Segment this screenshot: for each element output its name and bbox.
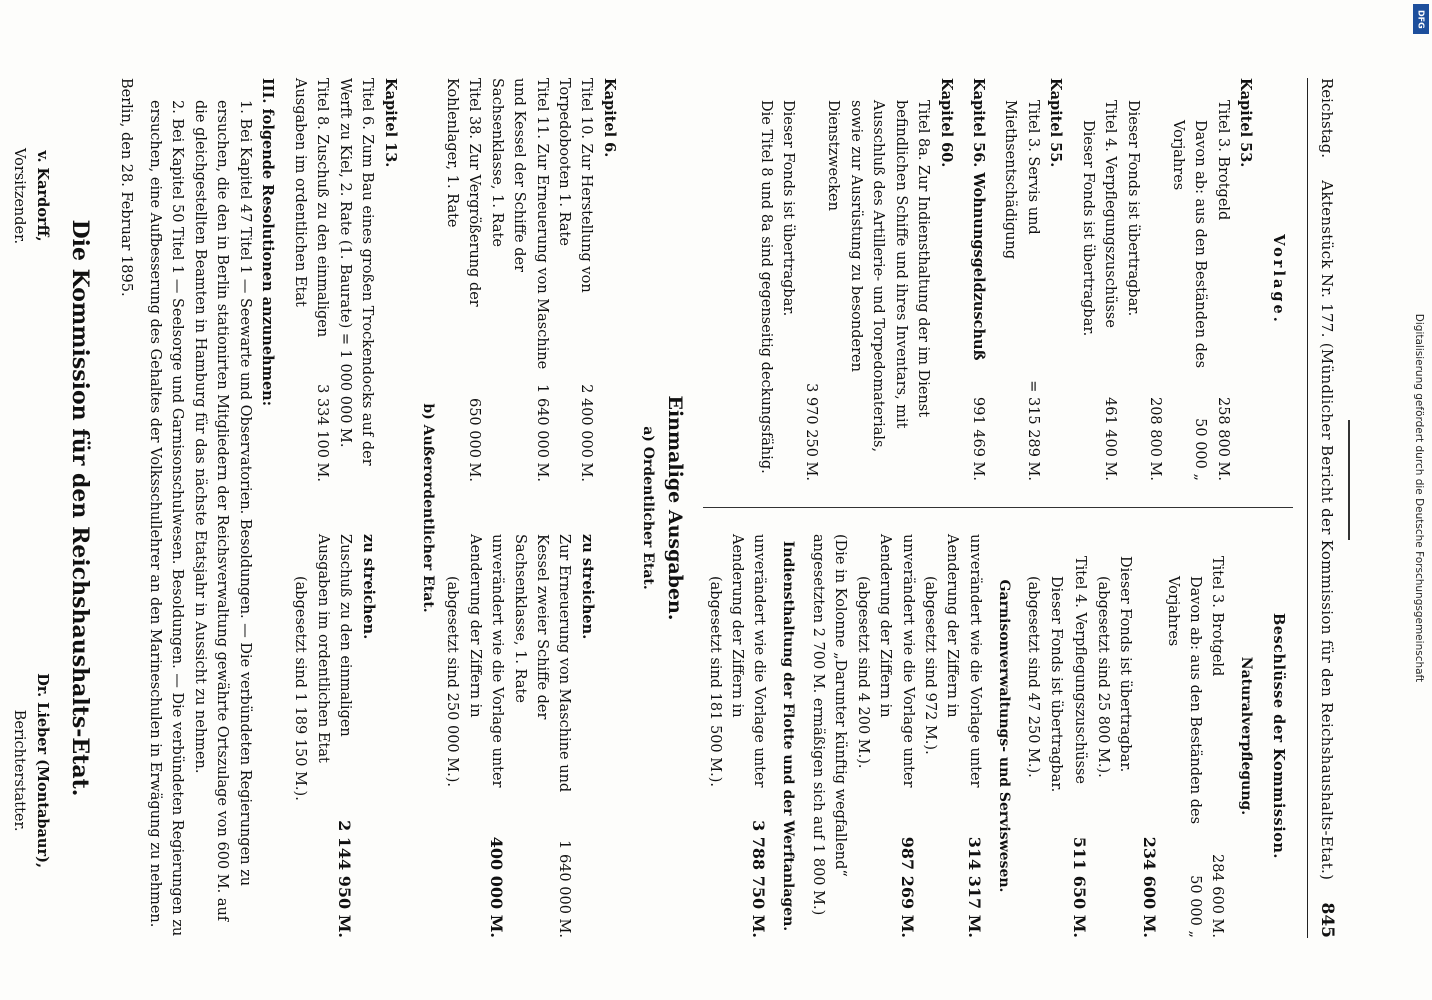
note-text: (abgesetzt sind 47 250 M.). [1025, 576, 1042, 778]
subsection-title: b) Außerordentlicher Etat. [420, 403, 437, 613]
line-text: Titel 11. Zur Erneuerung von Maschine und Kessel der Schiffe der Sachsenklasse, 1. Rate [488, 78, 550, 370]
dfg-logo: DFG [1413, 4, 1429, 34]
budget-line [288, 78, 333, 482]
budget-line [1161, 534, 1206, 938]
digitization-credit [1410, 8, 1428, 988]
line-text: Titel 3. Brotgeld [1214, 100, 1231, 221]
resolutions-heading: III. folgende Resolutionen anzunehmen: [259, 78, 277, 407]
note-text: (abgesetzt sind 1 189 150 M.). [292, 576, 309, 801]
line-amount: 1 640 000 M. [556, 840, 573, 938]
line-amount: = 315 289 M. [1024, 380, 1041, 481]
section-title-einmalige: Einmalige Ausgaben. [664, 395, 687, 621]
line-amount: 284 600 M. [1209, 853, 1226, 938]
line-amount: 650 000 M. [466, 397, 483, 482]
resolution-item: 2. Bei Kapitel 50 Titel 1 — Seelsorge und Garnisonschulwesen. Besoldungen. — Die verbündeten Regierungen zu ersuchen, eine Aufbesserung des Gehaltes der Volksschullehrer an den Marineschulen in Erwägung zu nehmen. [146, 100, 186, 937]
line-text: Davon ab: aus den Beständen des Vorjahres [1169, 120, 1209, 369]
place-date: Berlin, den 28. Februar 1895. [118, 78, 135, 297]
budget-line [1136, 534, 1161, 938]
line-amount: 50 000 „ [1187, 875, 1204, 938]
note-text: (abgesetzt sind 4 200 M.). [854, 576, 871, 769]
budget-line [1206, 534, 1228, 938]
line-text: Titel 8a. Zur Indiensthaltung der im Dienst befindlichen Schiffe und ihres Inventars, mit Ausschluß des Artillerie- und Torpedomaterials, sowie zur Ausrüstung zu besonderen Dienstzwecken [825, 100, 932, 453]
header-left: Reichstag. [1318, 78, 1336, 159]
signature-name: Dr. Lieber (Montabaur), [33, 673, 51, 868]
chapter-subject: Wohnungsgeldzuschuß [970, 172, 988, 361]
chapter-heading [967, 78, 989, 481]
line-amount: 2 400 000 M. [578, 384, 595, 482]
einmalige-ausserordentlich [288, 78, 410, 938]
budget-line [1099, 78, 1121, 481]
line-text: Zuschuß zu den einmaligen Ausgaben im ordentlichen Etat [314, 534, 354, 763]
column-vorlage [440, 78, 630, 508]
line-text: Davon ab: aus den Beständen des Vorjahres [1164, 576, 1204, 825]
line-text: Titel 4. Verpflegungszuschüsse [1102, 100, 1119, 328]
chapter-number: Kapitel 56. [970, 78, 988, 168]
line-text: Titel 3. Brotgeld [1209, 556, 1226, 677]
note-text: Dieser Fonds ist übertragbar. [1117, 556, 1134, 773]
two-column-body [703, 78, 1293, 938]
line-amount: 3 334 100 M. [314, 384, 331, 482]
einmalige-ordentlich [440, 78, 630, 938]
budget-line [311, 534, 356, 938]
budget-line [1166, 78, 1211, 481]
line-amount: 400 000 M. [487, 836, 507, 938]
scan-margin-line [1348, 420, 1350, 540]
budget-line [440, 78, 485, 482]
chapter-heading: Kapitel 13. [381, 78, 399, 168]
line-text: unverändert wie die Vorlage unter Aenderung der Ziffern in [877, 534, 916, 788]
line-text: Titel 6. Zum Bau eines großen Trockendocks auf der Werft zu Kiel, 2. Rate (1. Baurate) = 1 000 000 M. [336, 78, 376, 466]
column-heading-vorlage: Vorlage. [1269, 234, 1287, 325]
line-amount: 3 970 250 M. [802, 383, 819, 481]
budget-line [553, 78, 598, 482]
budget-line [1211, 78, 1233, 481]
credit-text: Digitalisierung gefördert durch die Deutsche Forschungsgemeinschaft [1413, 313, 1425, 683]
note-text: Dieser Fonds ist übertragbar. [780, 100, 797, 317]
note-text: (abgesetzt sind 25 800 M.). [1094, 576, 1111, 778]
chapter-heading: Kapitel 53. [1237, 78, 1255, 168]
budget-line [463, 534, 508, 938]
page-number: 845 [1317, 902, 1337, 938]
budget-line [941, 534, 986, 938]
line-text: zu streichen. [578, 534, 596, 640]
note-text: (abgesetzt sind 250 000 M.). [444, 576, 461, 787]
chapter-heading: Kapitel 55. [1047, 78, 1065, 168]
resolutions [143, 78, 278, 938]
budget-line [874, 534, 919, 938]
line-text: zu streichen. [359, 534, 377, 640]
column-vorlage [703, 78, 1293, 508]
column-beschluesse [440, 508, 630, 938]
column-heading-beschluesse: Beschlüsse der Kommission. [1269, 613, 1287, 859]
note-text: Dieser Fonds ist übertragbar. [1079, 120, 1096, 337]
budget-line [1144, 78, 1166, 481]
line-text: Titel 4. Verpflegungszuschüsse [1072, 556, 1089, 784]
line-amount: 50 000 „ [1192, 418, 1209, 481]
resolution-item: 1. Bei Kapitel 47 Titel 1 — Seewarte und Observatorien. Besoldungen. — Die verbündeten Regierungen zu ersuchen, die den in Berlin stationirten Mitgliedern der Reichsverwaltung gewährte Ortszulage von 600 M. auf die gleichgestellten Beamten in Hamburg für das nächste Etatsjahr in Aussicht zu nehmen. [191, 100, 253, 922]
line-amount: 2 144 950 M. [335, 820, 355, 938]
chapter-heading: Kapitel 6. [600, 78, 618, 158]
line-amount: 987 269 M. [897, 836, 917, 938]
note-text: Die Titel 8 und 8a sind gegenseitig deckungsfähig. [757, 100, 774, 474]
line-amount: 1 640 000 M. [533, 384, 550, 482]
line-text: Titel 10. Zur Herstellung von Torpedobooten 1. Rate [556, 78, 595, 293]
subsection-title: a) Ordentlicher Etat. [639, 426, 656, 590]
column-vorlage [288, 78, 410, 508]
document-title: Aktenstück Nr. 177. (Mündlicher Bericht der Kommission für den Reichshaushalts-Etat.) [1318, 180, 1336, 881]
signature-role: Vorsitzender. [11, 148, 28, 245]
line-amount: 208 800 M. [1147, 396, 1164, 481]
line-amount: 258 800 M. [1214, 396, 1231, 481]
note-text: Dieser Fonds ist übertragbar. [1124, 100, 1141, 317]
line-text: unverändert wie die Vorlage unter Aenderung der Ziffern in [944, 534, 983, 788]
section-title: Garnisonverwaltungs- und Serviswesen. [995, 579, 1012, 893]
column-beschluesse [288, 508, 410, 938]
line-text: Zur Erneuerung von Maschine und Kessel zweier Schiffe der Sachsenklasse, 1. Rate [511, 534, 573, 793]
line-text: unverändert wie die Vorlage unter Aenderung der Ziffern in [466, 534, 506, 788]
line-amount: 3 788 750 M. [749, 820, 769, 938]
line-amount: 234 600 M. [1140, 836, 1160, 938]
line-text: Titel 3. Servis und Miethsentschädigung [1002, 100, 1041, 260]
note-text: (abgesetzt sind 181 500 M.). [706, 576, 723, 787]
budget-line [1067, 534, 1092, 938]
line-amount: 461 400 M. [1102, 396, 1119, 481]
budget-line [726, 534, 771, 938]
line-amount: 511 650 M. [1070, 836, 1090, 938]
line-amount: 991 469 M. [970, 396, 987, 481]
signature-role: Berichterstatter. [11, 709, 28, 832]
chapter-heading: Kapitel 60. [937, 78, 955, 168]
section-title: Indiensthaltung der Flotte und der Werftanlagen. [780, 540, 797, 932]
note-text: (abgesetzt sind 972 M.). [922, 576, 938, 755]
line-text: unverändert wie die Vorlage unter Aenderung der Ziffern in [729, 534, 768, 788]
budget-line [508, 534, 575, 938]
line-text: Titel 38. Zur Vergrößerung der Kohlenlager, 1. Rate [443, 78, 483, 307]
signature-rapporteur [8, 673, 53, 868]
line-amount: 314 317 M. [964, 836, 984, 938]
running-head [1307, 78, 1340, 938]
budget-line [485, 78, 552, 482]
signature-name: v. Kardorff, [33, 150, 51, 242]
line-text: Titel 8. Zuschuß zu den einmaligen Ausgaben im ordentlichen Etat [291, 78, 331, 338]
note-text: Dieser Fonds ist übertragbar. [1047, 576, 1064, 793]
signatures [8, 78, 53, 938]
signature-chair [8, 148, 53, 244]
note-text: (Die in Kolonne „Darunter künftig wegfallend“ angesetzten 2 700 M. ermäßigen sich auf 1 800 M.) [809, 534, 849, 916]
commission-title: Die Kommission für den Reichshaushalts-Etat. [66, 219, 93, 797]
budget-line [799, 78, 821, 481]
budget-line [999, 78, 1044, 481]
section-title: Naturalverpflegung. [1238, 656, 1255, 816]
column-beschluesse [703, 508, 1293, 938]
